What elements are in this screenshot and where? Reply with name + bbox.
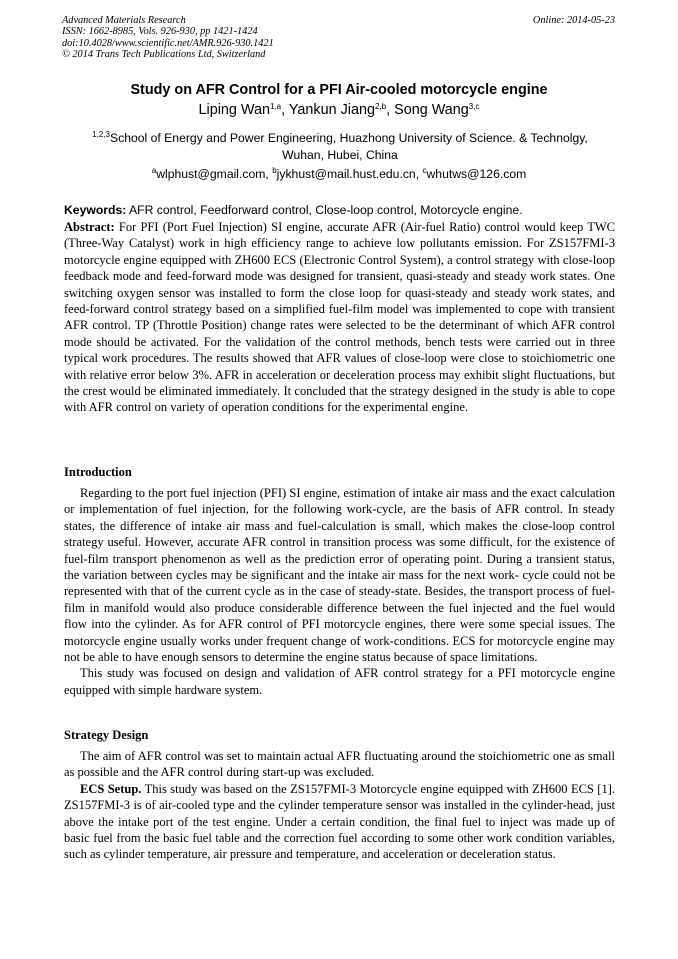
abstract-text: For PFI (Port Fuel Injection) SI engine, accurate AFR (Air-fuel Ratio) control would keep TWC (Three-Way Catalyst) work in high efficiency range to achieve low pollutants emission. For ZS157FMI-3 motorcycle engine equipped with ZH600 ECS (Electronic Control System), a control strategy with close-loop feedback mode and feed-forward mode was designed for transient, quasi-steady and steady work states. One switching oxygen sensor was installed to form the close loop for quasi-steady and steady work states, and feed-forward control strategy based on a simplified fuel-film model was implemented to cope with transient AFR control. TP (Throttle Position) change rates were selected to be the determinant of which AFR control mode should be activated. For the validation of the control methods, bench tests were carried out in three typical work procedures. The results showed that AFR values of close-loop were close to stoichiometric one with relative error below 3%. AFR in acceleration or deceleration process may exhibit slight fluctuations, but the crest would be eliminated immediately. It concluded that the strategy designed in the study is able to cope with AFR control on variety of operation conditions for the experimental engine.: [64, 220, 615, 415]
author-list: [0, 101, 678, 120]
paper-title: Study on AFR Control for a PFI Air-cooled motorcycle engine: [130, 82, 548, 98]
email-sup: c: [422, 166, 427, 175]
paragraph: This study was focused on design and validation of AFR control strategy for a PFI motorcycle engine equipped with simple hardware system.: [64, 666, 615, 697]
author-sup: 3,c: [468, 102, 480, 111]
email-sep: ,: [265, 167, 273, 181]
email-sep: ,: [415, 167, 423, 181]
paragraph: Regarding to the port fuel injection (PFI) SI engine, estimation of intake air mass and the exact calculation or implementation of fuel injection, for the following work-cycle, are the basis of AFR control. In steady states, the difference of intake air mass and fuel-calculation is small, which makes the close-loop control strategy useful. However, accurate AFR control in transition process was some difficult, for the existence of fuel-film transport phenomenon as well as the prediction error of operating point. During a transient status, the variation between cycles may be significant and the intake air mass for the next work- cycle could not be represented with that of the current cycle as in the case of steady-state. Besides, the transport process of fuel-film in manifold would also produce considerable difference between the fuel injected and the fuel would flow into the cylinder. As for AFR control of PFI motorcycle engines, there were some special issues. The motorcycle engine usually works under frequent change of work-conditions. ECS for motorcycle engine may not be able to have enough sensors to determine the engine status because of space limitations.: [64, 486, 615, 665]
doi-line: doi:10.4028/www.scientific.net/AMR.926-930.1421: [62, 37, 274, 49]
author-name: Song Wang: [394, 102, 469, 118]
author-sup: 2,b: [375, 102, 387, 111]
abstract: [64, 219, 615, 416]
abstract-label: Abstract:: [64, 220, 115, 234]
strategy-heading: Strategy Design: [64, 728, 149, 742]
strategy-body: [64, 748, 615, 863]
introduction-heading: Introduction: [64, 465, 132, 479]
email-address[interactable]: jykhust@mail.hust.edu.cn: [276, 167, 416, 181]
paragraph: The aim of AFR control was set to maintain actual AFR fluctuating around the stoichiometric one as small as possible and the AFR control during start-up was excluded.: [64, 749, 615, 780]
ecs-setup-text: This study was based on the ZS157FMI-3 Motorcycle engine equipped with ZH600 ECS [1]. ZS157FMI-3 is of air-cooled type and the cylinder temperature sensor was installed in the cylinder-head, just above the intake port of the test engine. Under a certain condition, the final fuel to inject was made up of basic fuel from the basic fuel table and the correction fuel according to some other work condition variables, such as cylinder temperature, air pressure and temperature, and acceleration or deceleration status.: [64, 781, 615, 862]
email-list: [0, 166, 678, 183]
journal-name: Advanced Materials Research: [62, 15, 186, 26]
author-name: Liping Wan: [198, 102, 270, 118]
author-sup: 1,a: [269, 102, 282, 111]
email-address[interactable]: wlphust@gmail.com: [156, 167, 266, 181]
issn-line: ISSN: 1662-8985, Vols. 926-930, pp 1421-1424: [62, 26, 258, 38]
author-sep: ,: [386, 102, 395, 118]
paragraph: [64, 781, 615, 863]
introduction-body: [64, 485, 615, 698]
copyright-line: © 2014 Trans Tech Publications Ltd, Switzerland: [62, 49, 266, 61]
keywords-label: Keywords:: [64, 203, 127, 217]
journal-info: [62, 15, 274, 61]
email-address[interactable]: whutws@126.com: [426, 167, 527, 181]
keywords: [64, 202, 523, 218]
affiliation-text: School of Energy and Power Engineering, Huazhong University of Science. & Technolgy, Wuhan, Hubei, China: [109, 131, 588, 162]
author-name: Yankun Jiang: [288, 102, 375, 118]
affiliation: [80, 130, 600, 164]
affiliation-sup: 1,2,3: [92, 130, 110, 139]
keywords-text: AFR control, Feedforward control, Close-loop control, Motorcycle engine.: [126, 203, 523, 217]
email-sup: b: [272, 166, 277, 175]
email-sup: a: [151, 166, 157, 175]
author-sep: ,: [281, 102, 289, 118]
online-date: Online: 2014-05-23: [532, 15, 615, 26]
ecs-setup-label: ECS Setup.: [80, 781, 142, 796]
